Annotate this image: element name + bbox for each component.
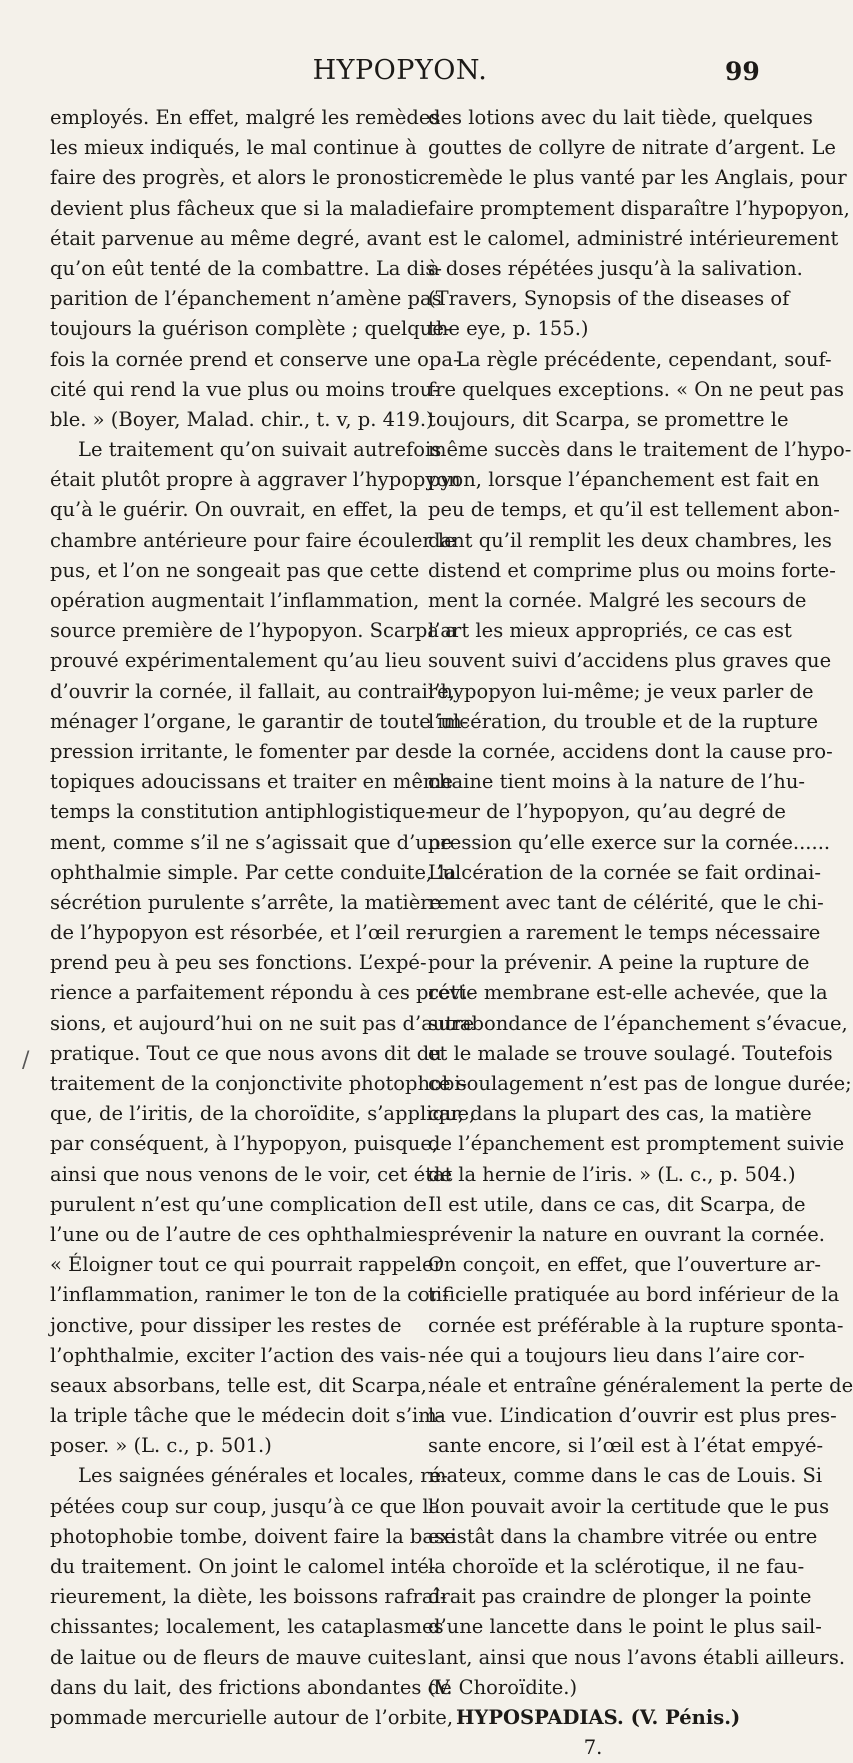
text-line: pétées coup sur coup, jusqu’à ce que la (50, 1494, 441, 1518)
text-line: de l’épanchement est promptement suivie (428, 1132, 845, 1156)
text-line: photophobie tombe, doivent faire la base (50, 1524, 456, 1548)
text-line: « Éloigner tout ce qui pourrait rappeler (50, 1253, 443, 1277)
text-line: cette membrane est-elle achevée, que la (428, 981, 828, 1005)
text-line: distend et comprime plus ou moins forte- (428, 558, 836, 582)
text-line: car, dans la plupart des cas, la matière (428, 1102, 812, 1126)
text-line: chambre antérieure pour faire écouler le (50, 528, 456, 552)
text-line: peu de temps, et qu’il est tellement abon- (428, 498, 840, 522)
text-line: prévenir la nature en ouvrant la cornée. (428, 1222, 825, 1246)
text-line: et le malade se trouve soulagé. Toutefois (428, 1041, 833, 1065)
text-line: ment la cornée. Malgré les secours de (428, 589, 807, 612)
text-line: (V. Choroïdite.) (428, 1675, 578, 1699)
running-title: HYPOPYON. (312, 55, 488, 86)
page-number: 99 (725, 57, 760, 86)
text-line: sécrétion purulente s’arrête, la matière (50, 890, 442, 914)
text-line: chaine tient moins à la nature de l’hu- (428, 770, 805, 794)
text-line: la choroïde et la sclérotique, il ne fau- (428, 1555, 805, 1578)
text-line: opération augmentait l’inflammation, (50, 589, 420, 612)
text-line: ble. » (Boyer, Malad. chir., t. v, p. 419.) (50, 407, 434, 431)
text-line: était parvenue au même degré, avant (50, 226, 422, 250)
text-line: pus, et l’on ne songeait pas que cette (50, 558, 420, 582)
text-line: de laitue ou de fleurs de mauve cuites (50, 1645, 427, 1669)
text-line: jonctive, pour dissiper les restes de (50, 1313, 402, 1337)
text-line: toujours la guérison complète ; quelque- (50, 317, 451, 341)
text-line: faire des progrès, et alors le pronostic (50, 166, 430, 190)
text-line: the eye, p. 155.) (428, 317, 589, 341)
text-line: ménager l’organe, le garantir de toute im- (50, 709, 469, 733)
text-line: l’on pouvait avoir la certitude que le pus (428, 1494, 830, 1518)
text-line: 7. (583, 1736, 603, 1760)
text-line: poser. » (L. c., p. 501.) (50, 1434, 272, 1458)
text-line: On conçoit, en effet, que l’ouverture ar- (428, 1253, 821, 1277)
right-column (428, 103, 853, 1763)
text-line: pression irritante, le fomenter par des (50, 739, 430, 763)
text-line: source première de l’hypopyon. Scarpa a (50, 619, 457, 643)
text-line: drait pas craindre de plonger la pointe (428, 1585, 812, 1609)
text-line: l’art les mieux appropriés, ce cas est (428, 619, 792, 643)
text-line: topiques adoucissans et traiter en même (50, 770, 453, 794)
text-line: pyon, lorsque l’épanchement est fait en (428, 468, 820, 492)
text-line: d’une lancette dans le point le plus sail- (428, 1615, 822, 1639)
text-line: prouvé expérimentalement qu’au lieu (50, 649, 422, 673)
text-line: fois la cornée prend et conserve une opa- (50, 347, 460, 371)
left-column (50, 103, 476, 1733)
text-line: cité qui rend la vue plus ou moins trou- (50, 377, 439, 401)
text-line: La règle précédente, cependant, souf- (456, 347, 832, 371)
text-line: même succès dans le traitement de l’hypo- (428, 438, 852, 462)
text-line: chissantes; localement, les cataplasmes (50, 1615, 444, 1639)
text-line: souvent suivi d’accidens plus graves que (428, 649, 832, 673)
text-line: cornée est préférable à la rupture sponta- (428, 1313, 844, 1337)
text-line: de l’hypopyon est résorbée, et l’œil re- (50, 921, 434, 945)
text-line: du traitement. On joint le calomel inté- (50, 1555, 436, 1578)
text-line: à doses répétées jusqu’à la salivation. (428, 256, 803, 280)
text-line: l’hypopyon lui-même; je veux parler de (428, 679, 814, 703)
text-line: tificielle pratiquée au bord inférieur de la (428, 1283, 840, 1307)
text-line: pression qu’elle exerce sur la cornée...... (428, 830, 831, 854)
text-line: la vue. L’indication d’ouvrir est plus pres- (428, 1404, 837, 1428)
text-line: rieurement, la diète, les boissons rafraî- (50, 1585, 447, 1609)
text-line: que, de l’iritis, de la choroïdite, s’applique, (50, 1102, 476, 1126)
text-line: lant, ainsi que nous l’avons établi ailleurs. (428, 1645, 846, 1669)
text-line: (Travers, Synopsis of the diseases of (428, 287, 790, 311)
text-line: seaux absorbans, telle est, dit Scarpa, (50, 1373, 427, 1397)
text-line: prend peu à peu ses fonctions. L’expé- (50, 951, 427, 975)
text-line: les mieux indiqués, le mal continue à (50, 136, 417, 160)
text-line: de la hernie de l’iris. » (L. c., p. 504.) (428, 1162, 796, 1186)
text-line: pratique. Tout ce que nous avons dit du (50, 1041, 442, 1065)
text-line: l’inflammation, ranimer le ton de la con- (50, 1283, 449, 1307)
page-header (0, 55, 800, 95)
text-line: pommade mercurielle autour de l’orbite, (50, 1705, 454, 1729)
text-line: ophthalmie simple. Par cette conduite, la (50, 860, 457, 884)
text-line: temps la constitution antiphlogistique- (50, 800, 433, 824)
text-line: l’une ou de l’autre de ces ophthalmies. (50, 1222, 434, 1246)
text-line: sions, et aujourd’hui on ne suit pas d’autre (50, 1011, 475, 1035)
text-line: d’ouvrir la cornée, il fallait, au contraire, (50, 679, 455, 703)
text-line: l’ophthalmie, exciter l’action des vais- (50, 1343, 426, 1367)
text-line: mateux, comme dans le cas de Louis. Si (428, 1464, 823, 1488)
text-line: HYPOSPADIAS. (V. Pénis.) (456, 1705, 741, 1729)
text-line: existât dans la chambre vitrée ou entre (428, 1524, 818, 1548)
text-line: qu’à le guérir. On ouvrait, en effet, la (50, 498, 418, 522)
text-line: ment, comme s’il ne s’agissait que d’une (50, 830, 452, 854)
text-line: rement avec tant de célérité, que le chi- (428, 890, 824, 914)
text-line: l’ulcération, du trouble et de la rupture (428, 709, 819, 733)
text-line: rurgien a rarement le temps nécessaire (428, 921, 821, 945)
text-line: purulent n’est qu’une complication de (50, 1192, 427, 1216)
text-line: gouttes de collyre de nitrate d’argent. Le (428, 136, 836, 160)
text-line: dant qu’il remplit les deux chambres, les (428, 528, 832, 552)
text-line: faire promptement disparaître l’hypopyon, (428, 196, 850, 220)
text-line: par conséquent, à l’hypopyon, puisque, (50, 1132, 439, 1156)
text-line: Le traitement qu’on suivait autrefois (78, 438, 442, 462)
text-line: néale et entraîne généralement la perte de (428, 1373, 853, 1397)
text-line: traitement de la conjonctivite photophobi- (50, 1072, 468, 1095)
text-line: L’ulcération de la cornée se fait ordinai- (428, 860, 821, 884)
text-line: ce soulagement n’est pas de longue durée; (428, 1072, 852, 1095)
text-line: rience a parfaitement répondu à ces prévi- (50, 981, 474, 1005)
text-line: ainsi que nous venons de le voir, cet état (50, 1162, 453, 1186)
text-line: qu’on eût tenté de la combattre. La dis- (50, 256, 442, 280)
text-line: devient plus fâcheux que si la maladie (50, 196, 429, 220)
text-line: dans du lait, des frictions abondantes de (50, 1675, 452, 1699)
text-line: toujours, dit Scarpa, se promettre le (428, 407, 789, 431)
text-line: pour la prévenir. A peine la rupture de (428, 951, 810, 975)
text-line: la triple tâche que le médecin doit s’im- (50, 1404, 444, 1428)
text-line: des lotions avec du lait tiède, quelques (428, 106, 813, 129)
text-line: meur de l’hypopyon, qu’au degré de (428, 800, 786, 824)
text-line: remède le plus vanté par les Anglais, pour (428, 166, 847, 190)
text-line: fre quelques exceptions. « On ne peut pas (428, 377, 845, 401)
text-line: surabondance de l’épanchement s’évacue, (428, 1011, 848, 1035)
text-line: parition de l’épanchement n’amène pas (50, 287, 442, 311)
margin-mark: / (22, 1048, 30, 1073)
text-line: sante encore, si l’œil est à l’état empyé- (428, 1434, 824, 1458)
text-line: est le calomel, administré intérieurement (428, 226, 839, 250)
text-line: employés. En effet, malgré les remèdes (50, 106, 441, 129)
text-line: Les saignées générales et locales, ré- (78, 1464, 448, 1488)
text-line: était plutôt propre à aggraver l’hypopyon (50, 468, 461, 492)
text-line: de la cornée, accidens dont la cause pro- (428, 739, 833, 763)
text-line: Il est utile, dans ce cas, dit Scarpa, de (428, 1192, 806, 1216)
text-line: née qui a toujours lieu dans l’aire cor- (428, 1343, 805, 1367)
